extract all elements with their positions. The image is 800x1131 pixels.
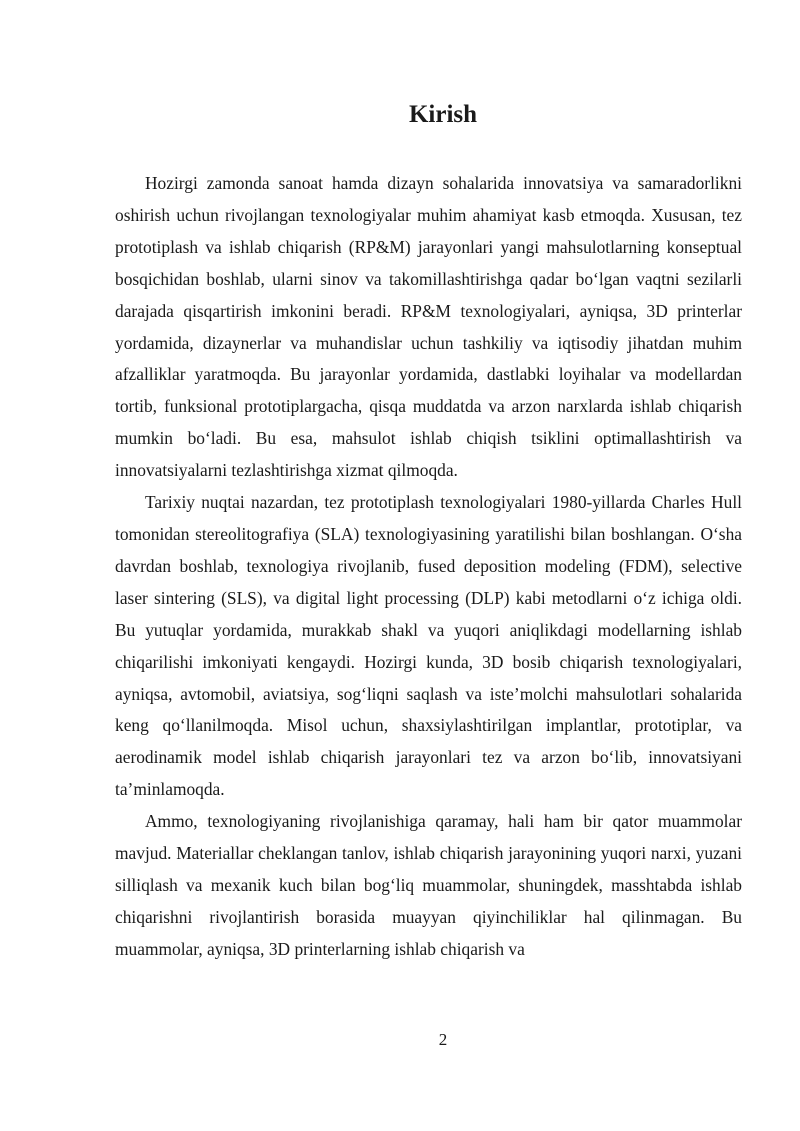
paragraph-1: Hozirgi zamonda sanoat hamda dizayn sohalarida innovatsiya va samaradorlikni oshirish uchun rivojlangan texnologiyalar muhim ahamiyat kasb etmoqda. Xususan, tez prototiplash va ishlab chiqarish (RP&M) jarayonlari yangi mahsulotlarning konseptual bosqichidan boshlab, ularni sinov va takomillashtirishga qadar bo‘lgan vaqtni sezilarli darajada qisqartirish imkonini beradi. RP&M texnologiyalari, ayniqsa, 3D printerlar yordamida, dizaynerlar va muhandislar uchun tashkiliy va iqtisodiy jihatdan muhim afzalliklar yaratmoqda. Bu jarayonlar yordamida, dastlabki loyihalar va modellardan tortib, funksional prototiplargacha, qisqa muddatda va arzon narxlarda ishlab chiqarish mumkin bo‘ladi. Bu esa, mahsulot ishlab chiqish tsiklini optimallashtirish va innovatsiyalarni tezlashtirishga xizmat qilmoqda. — [115, 173, 742, 481]
page-title: Kirish — [408, 101, 478, 128]
page-number: 2 — [438, 1030, 448, 1049]
body-text — [115, 168, 742, 966]
paragraph-2: Tarixiy nuqtai nazardan, tez prototiplash texnologiyalari 1980-yillarda Charles Hull tomonidan stereolitografiya (SLA) texnologiyasining yaratilishi bilan boshlangan. O‘sha davrdan boshlab, texnologiya rivojlanib, fused deposition modeling (FDM), selective laser sintering (SLS), va digital light processing (DLP) kabi metodlarni o‘z ichiga oldi. Bu yutuqlar yordamida, murakkab shakl va yuqori aniqlikdagi modellarning ishlab chiqarilishi imkoniyati kengaydi. Hozirgi kunda, 3D bosib chiqarish texnologiyalari, ayniqsa, avtomobil, aviatsiya, sog‘liqni saqlash va iste’molchi mahsulotlari sohalarida keng qo‘llanilmoqda. Misol uchun, shaxsiylashtirilgan implantlar, prototiplar, va aerodinamik model ishlab chiqarish jarayonlari tez va arzon bo‘lib, innovatsiyani ta’minlamoqda. — [115, 492, 742, 800]
paragraph-3: Ammo, texnologiyaning rivojlanishiga qaramay, hali ham bir qator muammolar mavjud. Materiallar cheklangan tanlov, ishlab chiqarish jarayonining yuqori narxi, yuzani silliqlash va mexanik kuch bilan bog‘liq muammolar, shuningdek, masshtabda ishlab chiqarishni rivojlantirish borasida muayyan qiyinchiliklar hal qilinmagan. Bu muammolar, ayniqsa, 3D printerlarning ishlab chiqarish va — [115, 811, 742, 959]
